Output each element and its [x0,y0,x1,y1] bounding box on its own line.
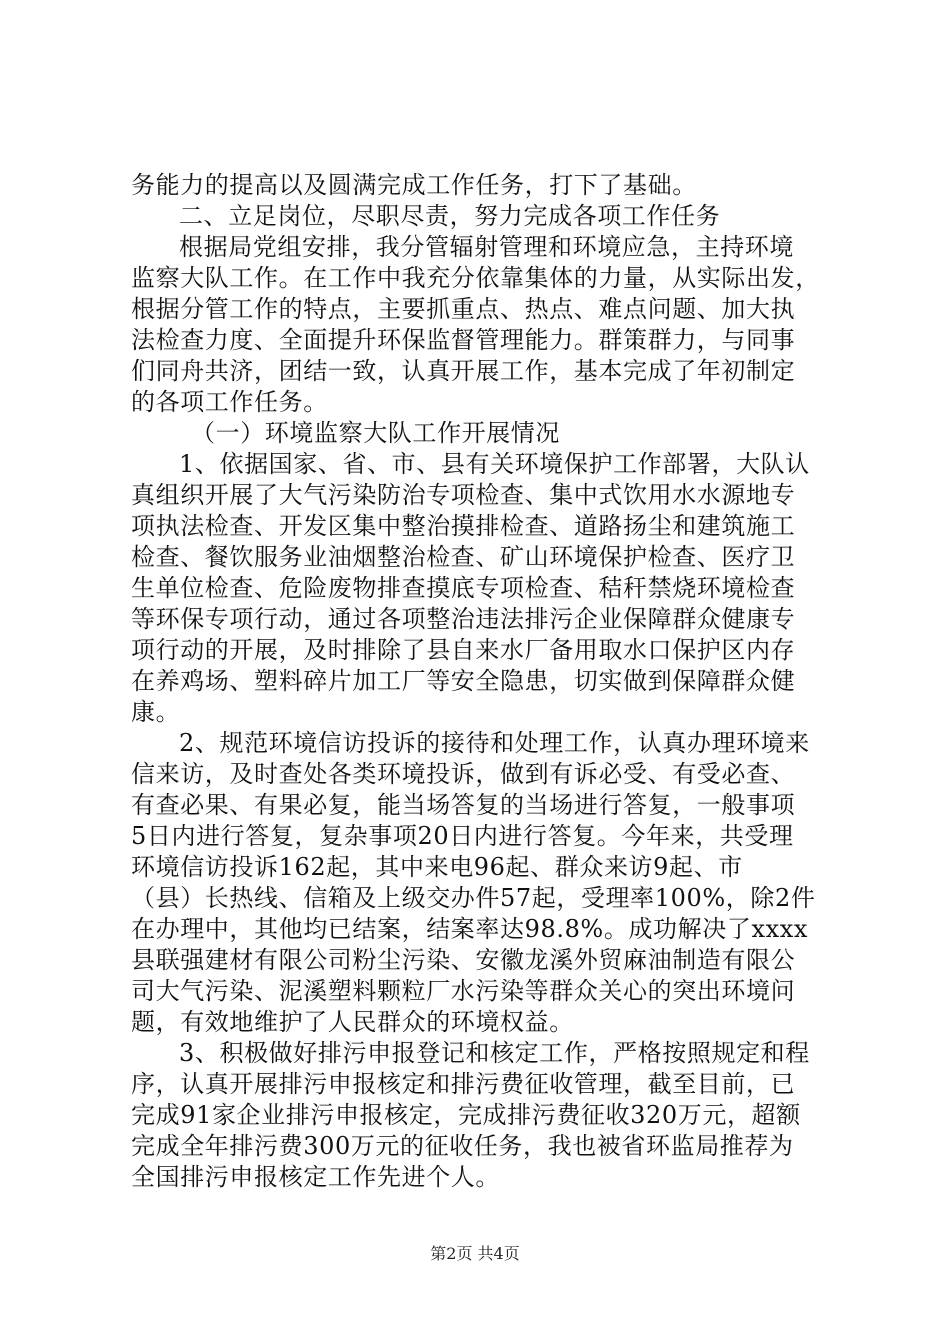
text-line: 题，有效地维护了人民群众的环境权益。 [131,1008,574,1036]
page-number-footer: 第2页 共4页 [430,1244,520,1263]
text-line: 全国排污申报核定工作先进个人。 [131,1163,500,1191]
text-line: 3、积极做好排污申报登记和核定工作，严格按照规定和程 [179,1039,810,1067]
text-line: 完成91家企业排污申报核定，完成排污费征收320万元，超额 [131,1101,801,1129]
text-line: （县）长热线、信箱及上级交办件57起，受理率100%，除2件 [131,884,816,912]
text-line: 务能力的提高以及圆满完成工作任务，打下了基础。 [131,171,697,199]
text-line: 项执法检查、开发区集中整治摸排检查、道路扬尘和建筑施工 [131,512,796,540]
text-line: 序，认真开展排污申报核定和排污费征收管理，截至目前，已 [131,1070,796,1098]
text-line: 法检查力度、全面提升环保监督管理能力。群策群力，与同事 [131,326,796,354]
text-line: 有查必果、有果必复，能当场答复的当场进行答复，一般事项 [131,791,796,819]
text-line: 检查、餐饮服务业油烟整治检查、矿山环境保护检查、医疗卫 [131,543,796,571]
section-heading: 二、立足岗位，尽职尽责，努力完成各项工作任务 [179,202,721,230]
text-line: 2、规范环境信访投诉的接待和处理工作，认真办理环境来 [179,729,810,757]
text-line: 生单位检查、危险废物排查摸底专项检查、秸秆禁烧环境检查 [131,574,796,602]
text-line: 康。 [131,698,181,726]
text-line: 在养鸡场、塑料碎片加工厂等安全隐患，切实做到保障群众健 [131,667,796,695]
text-line: 完成全年排污费300万元的征收任务，我也被省环监局推荐为 [131,1132,794,1160]
subsection-heading: （一）环境监察大队工作开展情况 [191,419,560,447]
text-line: 的各项工作任务。 [131,388,328,416]
text-line: 信来访，及时查处各类环境投诉，做到有诉必受、有受必查、 [131,760,796,788]
text-line: 1、依据国家、省、市、县有关环境保护工作部署，大队认 [179,450,810,478]
text-line: 根据局党组安排，我分管辐射管理和环境应急，主持环境 [179,233,794,261]
text-line: 在办理中，其他均已结案，结案率达98.8%。成功解决了xxxx [131,915,808,943]
text-line: 环境信访投诉162起，其中来电96起、群众来访9起、市 [131,853,743,881]
text-line: 县联强建材有限公司粉尘污染、安徽龙溪外贸麻油制造有限公 [131,946,796,974]
document-body [131,170,831,1193]
text-line: 们同舟共济，团结一致，认真开展工作，基本完成了年初制定 [131,357,796,385]
text-line: 根据分管工作的特点，主要抓重点、热点、难点问题、加大执 [131,295,796,323]
text-line: 司大气污染、泥溪塑料颗粒厂水污染等群众关心的突出环境问 [131,977,796,1005]
text-line: 5日内进行答复，复杂事项20日内进行答复。今年来，共受理 [131,822,794,850]
text-line: 项行动的开展，及时排除了县自来水厂备用取水口保护区内存 [131,636,796,664]
text-line: 等环保专项行动，通过各项整治违法排污企业保障群众健康专 [131,605,796,633]
text-line: 真组织开展了大气污染防治专项检查、集中式饮用水水源地专 [131,481,796,509]
text-line: 监察大队工作。在工作中我充分依靠集体的力量，从实际出发， [131,264,820,292]
